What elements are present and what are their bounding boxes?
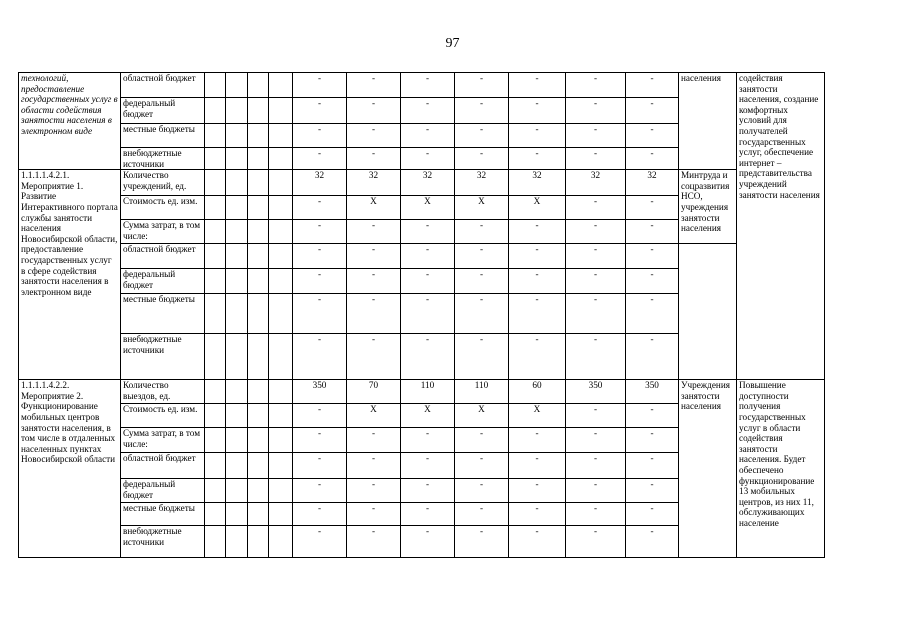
table-body [19,73,825,558]
value-cell: - [626,428,679,453]
value-cell: - [347,428,401,453]
value-cell: - [509,503,566,526]
value-cell: - [626,526,679,558]
code-cell [248,453,269,479]
value-cell: - [566,503,626,526]
code-cell [226,124,248,148]
code-cell [205,269,226,294]
value-cell: - [293,124,347,148]
code-cell [205,170,226,196]
value-cell: - [566,404,626,428]
value-cell: 32 [347,170,401,196]
code-cell [248,334,269,380]
value-cell: - [626,73,679,98]
indicator-label-cell: Стоимость ед. изм. [121,404,205,428]
code-cell [269,170,293,196]
value-cell: 350 [293,380,347,404]
code-cell [226,269,248,294]
code-cell [205,73,226,98]
value-cell: - [401,98,455,124]
value-cell: - [293,220,347,244]
measure-name-cell: технологий, предоставление государственных услуг в области содействия занятости населения в электронном виде [19,73,121,170]
code-cell [226,294,248,334]
code-cell [226,220,248,244]
value-cell: - [509,124,566,148]
value-cell: - [566,479,626,503]
value-cell: - [455,220,509,244]
code-cell [248,244,269,269]
code-cell [226,244,248,269]
value-cell: - [293,526,347,558]
value-cell: - [509,428,566,453]
value-cell: - [509,73,566,98]
code-cell [205,220,226,244]
value-cell: - [347,334,401,380]
value-cell: - [455,73,509,98]
value-cell: - [455,294,509,334]
executor-cell: населения [679,73,737,170]
code-cell [248,294,269,334]
code-cell [269,98,293,124]
value-cell: - [401,124,455,148]
value-cell: - [626,98,679,124]
value-cell: - [626,503,679,526]
value-cell: - [626,244,679,269]
value-cell: - [293,294,347,334]
code-cell [205,294,226,334]
code-cell [248,196,269,220]
value-cell: - [455,334,509,380]
indicator-label-cell: местные бюджеты [121,124,205,148]
value-cell: - [347,503,401,526]
code-cell [248,170,269,196]
value-cell: - [566,124,626,148]
value-cell: - [455,98,509,124]
indicator-label-cell: областной бюджет [121,453,205,479]
value-cell: - [626,269,679,294]
code-cell [205,244,226,269]
value-cell: X [509,196,566,220]
code-cell [248,380,269,404]
value-cell: 32 [293,170,347,196]
value-cell: - [509,98,566,124]
value-cell: - [401,503,455,526]
value-cell: - [347,269,401,294]
value-cell: - [293,453,347,479]
indicator-label-cell: внебюджетные источники [121,526,205,558]
code-cell [269,269,293,294]
code-cell [205,124,226,148]
code-cell [269,73,293,98]
value-cell: - [626,148,679,170]
value-cell: X [401,196,455,220]
value-cell: - [455,124,509,148]
code-cell [269,148,293,170]
indicator-label-cell: Количество выездов, ед. [121,380,205,404]
code-cell [205,98,226,124]
value-cell: - [293,479,347,503]
value-cell: - [509,526,566,558]
value-cell: 32 [509,170,566,196]
code-cell [205,428,226,453]
value-cell: - [347,526,401,558]
value-cell: X [347,404,401,428]
value-cell: - [293,244,347,269]
value-cell: - [347,479,401,503]
code-cell [248,148,269,170]
value-cell: - [509,269,566,294]
value-cell: 32 [626,170,679,196]
code-cell [248,124,269,148]
code-cell [205,380,226,404]
code-cell [226,98,248,124]
value-cell: - [293,334,347,380]
value-cell: 60 [509,380,566,404]
indicator-label-cell: федеральный бюджет [121,479,205,503]
code-cell [205,334,226,380]
code-cell [226,334,248,380]
code-cell [248,220,269,244]
value-cell: - [401,220,455,244]
code-cell [248,404,269,428]
value-cell: - [401,294,455,334]
table-row [19,380,825,404]
value-cell: - [347,73,401,98]
value-cell: - [455,148,509,170]
indicator-label-cell: местные бюджеты [121,294,205,334]
indicator-label-cell: местные бюджеты [121,503,205,526]
value-cell: - [401,479,455,503]
indicator-label-cell: внебюджетные источники [121,334,205,380]
indicator-label-cell: федеральный бюджет [121,269,205,294]
code-cell [248,269,269,294]
measure-name-cell: 1.1.1.1.4.2.2. Мероприятие 2. Функционирование мобильных центров занятости населения, в том числе в отдаленных населенных пунктах Новосибирской области [19,380,121,558]
code-cell [269,220,293,244]
table-row [19,170,825,196]
value-cell: 350 [566,380,626,404]
value-cell: - [293,269,347,294]
code-cell [269,334,293,380]
indicator-label-cell: областной бюджет [121,73,205,98]
code-cell [248,526,269,558]
value-cell: - [401,269,455,294]
value-cell: - [509,148,566,170]
code-cell [226,526,248,558]
value-cell: - [293,404,347,428]
code-cell [269,244,293,269]
code-cell [269,453,293,479]
value-cell: X [509,404,566,428]
code-cell [205,479,226,503]
code-cell [226,479,248,503]
value-cell: - [509,244,566,269]
value-cell: - [626,220,679,244]
value-cell: 32 [455,170,509,196]
value-cell: - [347,453,401,479]
code-cell [205,526,226,558]
value-cell: - [509,334,566,380]
code-cell [248,503,269,526]
indicator-label-cell: федеральный бюджет [121,98,205,124]
indicator-label-cell: областной бюджет [121,244,205,269]
table-row [19,73,825,98]
value-cell: X [455,196,509,220]
executor-cell: Минтруда и соцразвития НСО, учреждения занятости населения [679,170,737,244]
value-cell: - [566,428,626,453]
value-cell: - [626,294,679,334]
value-cell: - [566,244,626,269]
value-cell: 110 [455,380,509,404]
value-cell: - [626,334,679,380]
code-cell [269,479,293,503]
code-cell [226,404,248,428]
code-cell [226,73,248,98]
code-cell [269,404,293,428]
executor-cell: Учреждения занятости населения [679,380,737,558]
table-row [19,244,825,269]
indicator-label-cell: Стоимость ед. изм. [121,196,205,220]
value-cell: - [626,124,679,148]
value-cell: - [293,428,347,453]
code-cell [226,170,248,196]
value-cell: 110 [401,380,455,404]
value-cell: - [566,148,626,170]
code-cell [269,380,293,404]
code-cell [205,148,226,170]
value-cell: - [509,479,566,503]
code-cell [226,428,248,453]
code-cell [205,453,226,479]
value-cell: - [566,294,626,334]
value-cell: - [455,428,509,453]
code-cell [248,428,269,453]
value-cell: - [626,404,679,428]
value-cell: - [566,453,626,479]
value-cell: - [401,428,455,453]
value-cell: 32 [566,170,626,196]
value-cell: - [566,196,626,220]
code-cell [269,294,293,334]
value-cell: - [566,220,626,244]
value-cell: - [455,244,509,269]
value-cell: X [347,196,401,220]
indicator-label-cell: Сумма затрат, в том числе: [121,428,205,453]
value-cell: - [566,526,626,558]
page-number: 97 [445,36,460,51]
value-cell: - [401,453,455,479]
expected-result-cell: Повышение доступности получения государственных услуг в области содействия занятости населения. Будет обеспечено функционирование 13 мобильных центров, из них 11, обслуживающих население [737,380,825,558]
code-cell [269,124,293,148]
value-cell: - [347,148,401,170]
value-cell: - [566,269,626,294]
value-cell: 70 [347,380,401,404]
code-cell [226,148,248,170]
code-cell [269,428,293,453]
code-cell [226,503,248,526]
indicator-label-cell: Сумма затрат, в том числе: [121,220,205,244]
value-cell: - [293,73,347,98]
value-cell: 350 [626,380,679,404]
code-cell [226,453,248,479]
code-cell [205,196,226,220]
value-cell: - [626,479,679,503]
measure-name-cell: 1.1.1.1.4.2.1. Мероприятие 1. Развитие Интерактивного портала службы занятости населения Новосибирской области, предоставление государственных услуг в сфере содействия занятости населения в электронном виде [19,170,121,380]
code-cell [269,526,293,558]
value-cell: - [455,503,509,526]
value-cell: - [347,124,401,148]
code-cell [269,196,293,220]
value-cell: - [626,453,679,479]
value-cell: - [401,73,455,98]
value-cell: - [347,98,401,124]
value-cell: - [566,98,626,124]
code-cell [226,380,248,404]
value-cell: - [509,220,566,244]
indicator-label-cell: внебюджетные источники [121,148,205,170]
value-cell: - [455,526,509,558]
value-cell: - [566,73,626,98]
code-cell [248,73,269,98]
value-cell: - [455,269,509,294]
code-cell [248,479,269,503]
value-cell: - [509,453,566,479]
value-cell: - [293,196,347,220]
code-cell [205,503,226,526]
code-cell [226,196,248,220]
value-cell: X [455,404,509,428]
value-cell: - [347,244,401,269]
value-cell: - [566,334,626,380]
value-cell: X [401,404,455,428]
value-cell: - [347,220,401,244]
value-cell: - [293,98,347,124]
value-cell: - [626,196,679,220]
value-cell: - [401,148,455,170]
code-cell [269,503,293,526]
value-cell: - [401,526,455,558]
executor-cell-empty [679,244,737,380]
value-cell: - [509,294,566,334]
value-cell: - [455,453,509,479]
value-cell: - [293,148,347,170]
expected-result-cell: содействия занятости населения, создание комфортных условий для получателей государственных услуг, обеспечение интернет – представительства учреждений занятости населения [737,73,825,380]
indicator-label-cell: Количество учреждений, ед. [121,170,205,196]
value-cell: - [401,244,455,269]
value-cell: - [401,334,455,380]
value-cell: 32 [401,170,455,196]
value-cell: - [455,479,509,503]
value-cell: - [293,503,347,526]
code-cell [248,98,269,124]
code-cell [205,404,226,428]
value-cell: - [347,294,401,334]
program-table [18,72,825,558]
